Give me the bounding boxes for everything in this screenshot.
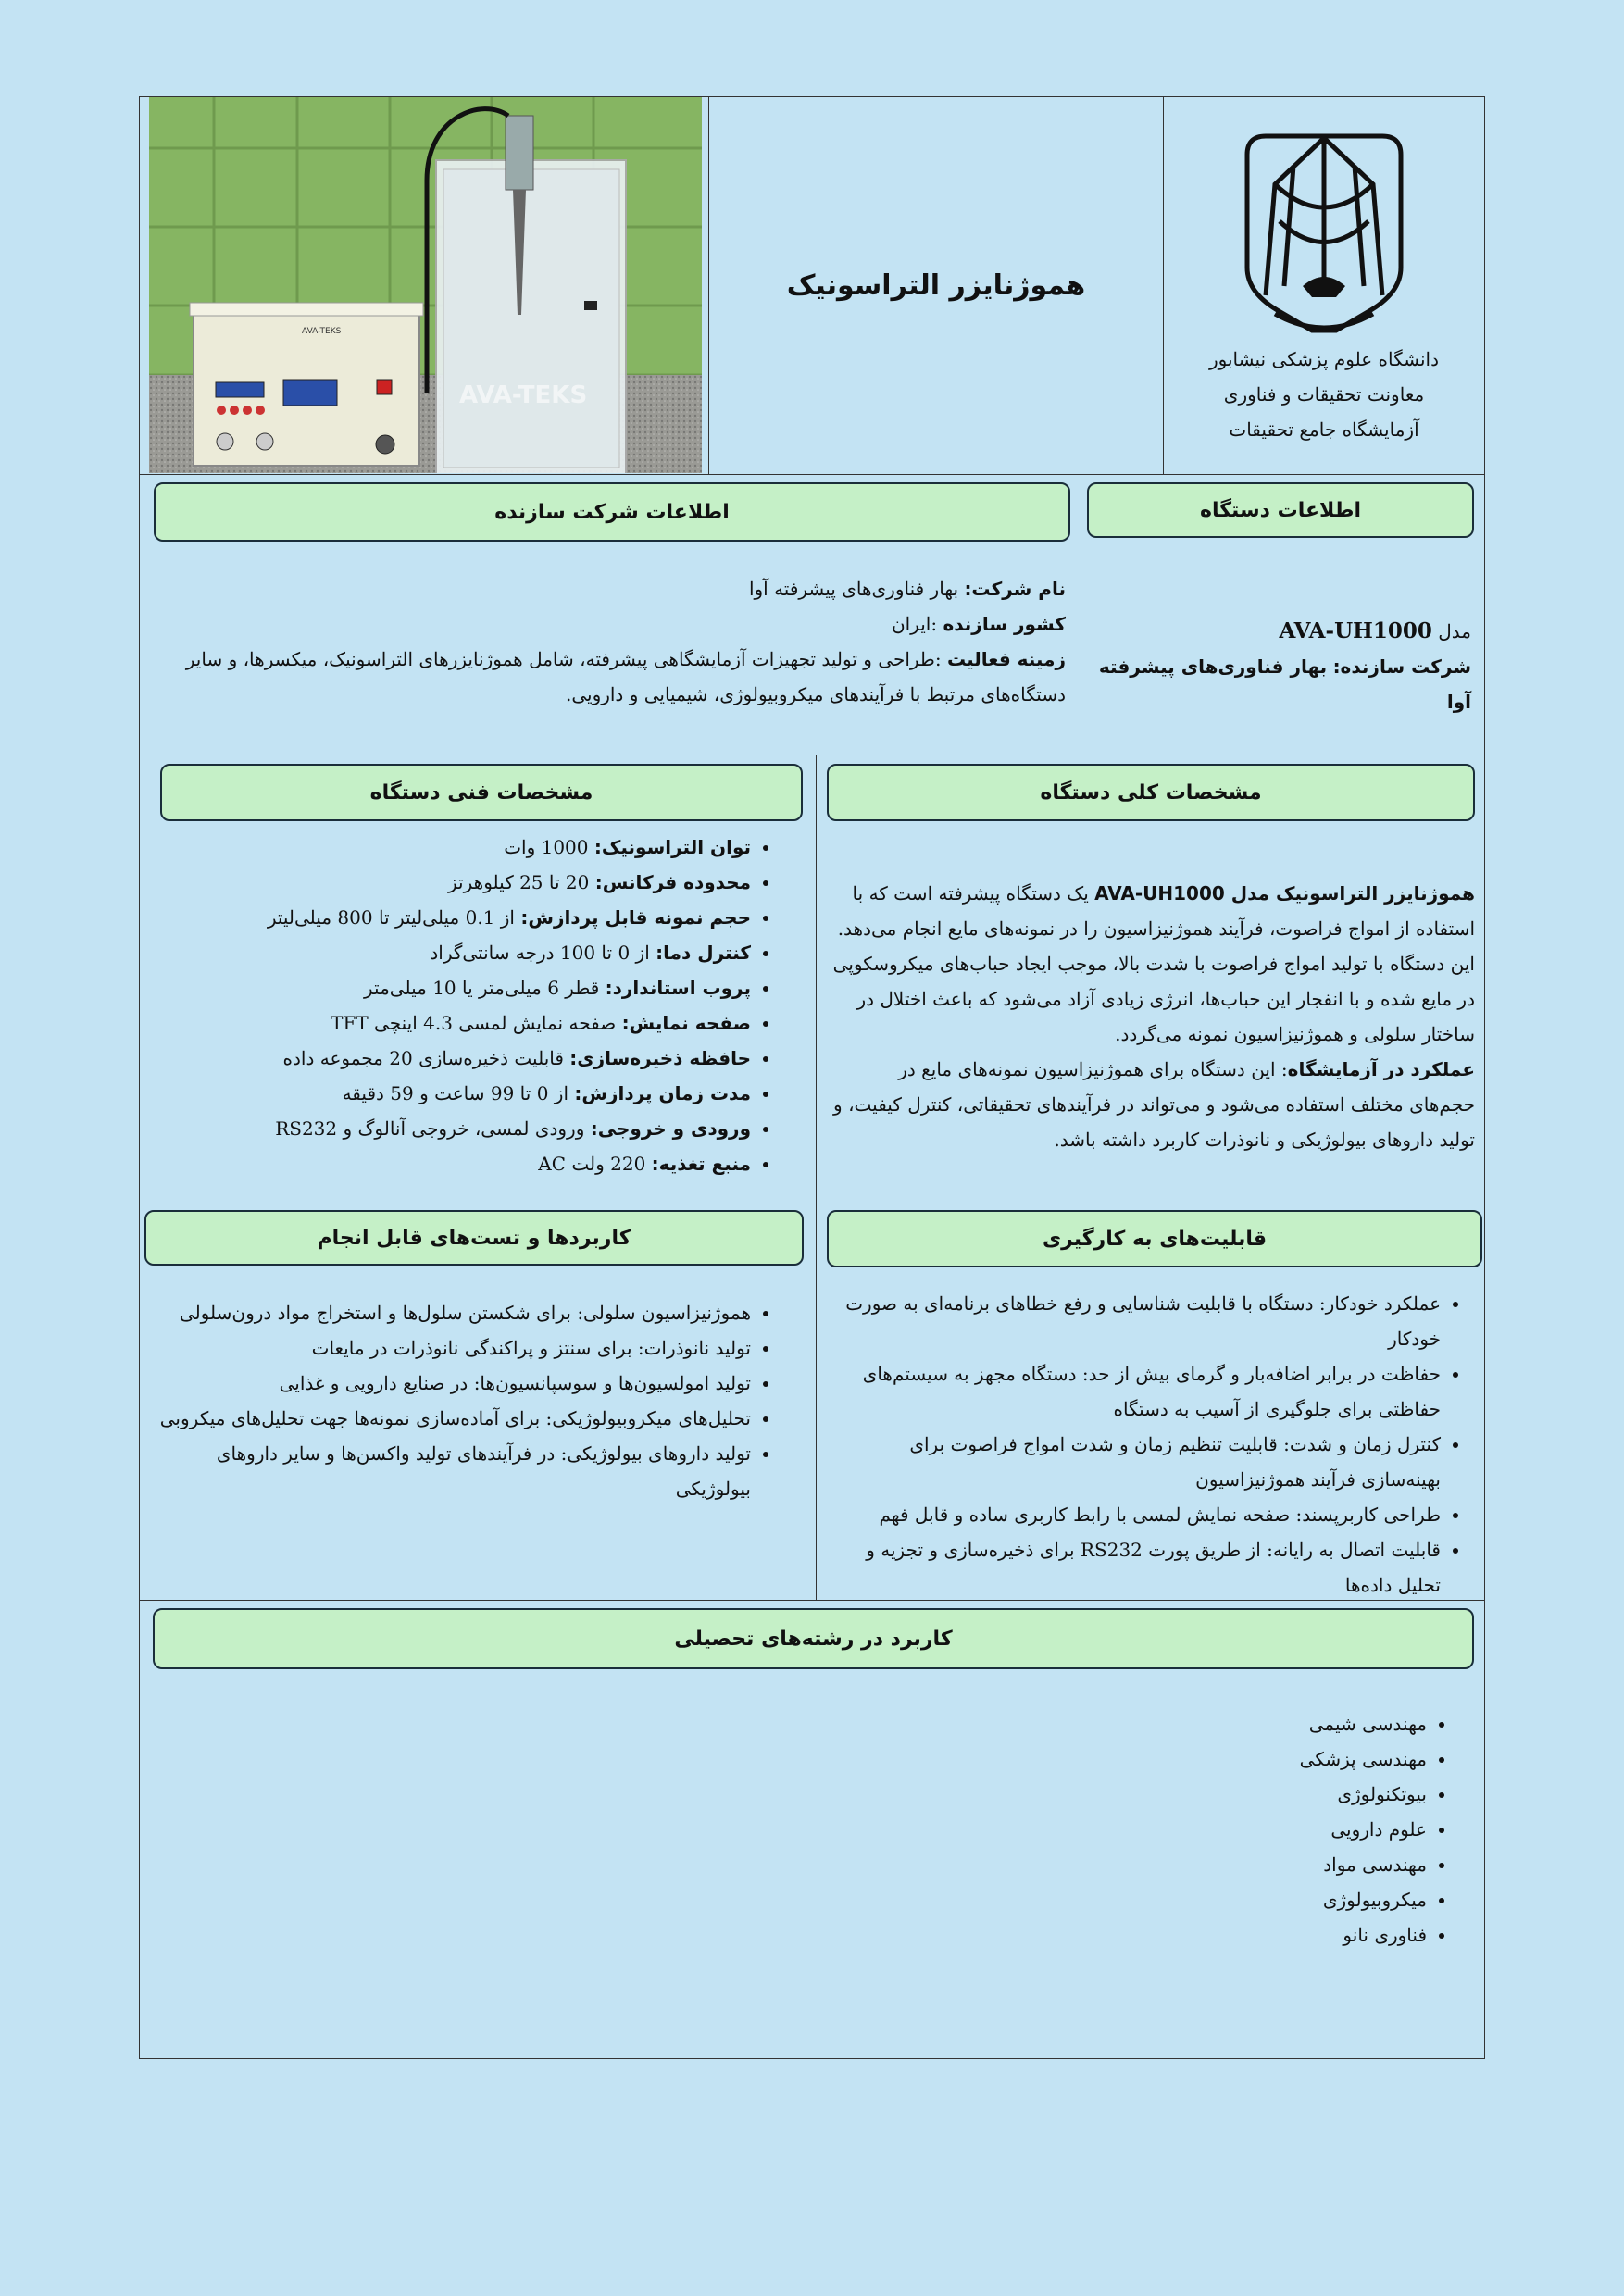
maker-label: شرکت سازنده: (1332, 655, 1471, 678)
university-name: دانشگاه علوم پزشکی نیشابور (1209, 348, 1439, 370)
maker-line (1088, 649, 1471, 719)
model-label: مدل (1438, 620, 1471, 643)
tech-spec-label: پروب استاندارد: (605, 977, 751, 999)
tech-specs-heading: مشخصات فنی دستگاه (160, 764, 803, 821)
application-item: • هموژنیزاسیون سلولی: برای شکستن سلول‌ها و استخراج مواد درون‌سلولی (158, 1295, 751, 1330)
general-intro-paragraph (832, 876, 1475, 1052)
capability-item: • کنترل زمان و شدت: قابلیت تنظیم زمان و شدت امواج فراصوت برای بهینه‌سازی فرآیند هموژنیزاسیون (830, 1427, 1441, 1497)
lab-performance-paragraph: عملکرد در آزمایشگاه: این دستگاه برای هموژنیزاسیون نمونه‌های مایع در حجم‌های مختلف استفاده می‌شود و می‌تواند در فرآیندهای تحقیقاتی، کنترل کیفیت، و تولید داروهای بیولوژیکی و نانوذرات کاربرد داشته باشد. (833, 1058, 1475, 1151)
info-row (140, 475, 1484, 755)
device-illustration (149, 97, 702, 473)
company-name-line (168, 571, 1066, 606)
tech-spec-item (158, 1005, 751, 1041)
tech-spec-label: توان التراسونیک: (593, 836, 751, 858)
title-cell (709, 97, 1163, 474)
tech-spec-label: مدت زمان پردازش: (574, 1082, 751, 1104)
application-item: • تولید داروهای بیولوژیکی: در فرآیندهای تولید واکسن‌ها و سایر داروهای بیولوژیکی (158, 1436, 751, 1506)
field-item: • بیوتکنولوژی (788, 1777, 1427, 1812)
model-value: AVA-UH1000 (1279, 618, 1432, 643)
capability-item: • عملکرد خودکار: دستگاه با قابلیت شناسایی و رفع خطاهای برنامه‌ای به صورت خودکار (830, 1286, 1441, 1356)
header-row (140, 97, 1484, 475)
tech-spec-label: حافظه ذخیره‌سازی: (569, 1047, 751, 1069)
uses-row (140, 1204, 1484, 1601)
tech-spec-value: قابلیت ذخیره‌سازی 20 مجموعه داده (282, 1047, 564, 1069)
tech-spec-item (158, 970, 751, 1005)
company-country-line (168, 606, 1066, 642)
tech-spec-value: 220 ولت AC (538, 1153, 646, 1175)
device-photo (149, 97, 702, 473)
tech-spec-label: صفحه نمایش: (621, 1012, 751, 1034)
field-item: • میکروبیولوژی (788, 1882, 1427, 1917)
application-item: • تولید نانوذرات: برای سنتز و پراکندگی نانوذرات در مایعات (158, 1330, 751, 1366)
device-info-heading: اطلاعات دستگاه (1087, 482, 1474, 538)
application-item: • تحلیل‌های میکروبیولوژیکی: برای آماده‌سازی نمونه‌ها جهت تحلیل‌های میکروبی (158, 1401, 751, 1436)
tech-spec-label: منبع تغذیه: (651, 1153, 751, 1175)
tech-spec-value: ورودی لمسی، خروجی آنالوگ و RS232 (275, 1117, 585, 1140)
field-item: • مهندسی مواد (788, 1847, 1427, 1882)
applications-list (158, 1295, 782, 1506)
general-specs-body (832, 876, 1475, 1157)
tech-spec-value: از 0.1 میلی‌لیتر تا 800 میلی‌لیتر (267, 906, 515, 929)
field-item: • فناوری نانو (788, 1917, 1427, 1953)
application-item: • تولید امولسیون‌ها و سوسپانسیون‌ها: در صنایع دارویی و غذایی (158, 1366, 751, 1401)
university-logo-icon (1238, 129, 1410, 340)
tech-spec-label: ورودی و خروجی: (590, 1117, 751, 1140)
company-country-label: کشور سازنده (943, 613, 1066, 635)
field-item: • مهندسی شیمی (788, 1706, 1427, 1741)
tech-spec-item (158, 1146, 751, 1181)
tech-spec-item (158, 1041, 751, 1076)
tech-spec-label: محدوده فرکانس: (594, 871, 751, 893)
info-sheet (139, 96, 1485, 2059)
tech-spec-value: از 0 تا 100 درجه سانتی‌گراد (430, 942, 650, 964)
capabilities-heading: قابلیت‌های به کارگیری (827, 1210, 1482, 1267)
tech-spec-item (158, 1076, 751, 1111)
university-cell (1164, 97, 1484, 474)
tech-spec-label: کنترل دما: (656, 942, 751, 964)
capabilities-list (830, 1286, 1472, 1603)
company-activity-line (168, 642, 1066, 712)
company-activity-value: :طراحی و تولید تجهیزات آزمایشگاهی پیشرفته، شامل هموژنایزرهای التراسونیک، میکسرها، و سایر دستگاه‌های مرتبط با فرآیندهای میکروبیولوژی، شیمیایی و دارویی. (185, 648, 1066, 705)
capability-item: • طراحی کاربرپسند: صفحه نمایش لمسی با رابط کاربری ساده و قابل فهم (830, 1497, 1441, 1532)
fields-list (788, 1706, 1458, 1953)
lab-name: آزمایشگاه جامع تحقیقات (1229, 418, 1419, 441)
tech-spec-value: صفحه نمایش لمسی 4.3 اینچی TFT (331, 1012, 617, 1034)
company-info-body (168, 571, 1066, 712)
maker-value: بهار فناوری‌های پیشرفته آوا (1098, 655, 1471, 713)
lab-performance-bold: عملکرد در آزمایشگاه (1287, 1058, 1475, 1080)
tech-spec-value: 1000 وات (504, 836, 589, 858)
divider (816, 755, 817, 1204)
tech-spec-value: 20 تا 25 کیلوهرتز (448, 871, 590, 893)
page-title: هموژنایزر التراسونیک (786, 269, 1086, 302)
lab-performance-text: این دستگاه برای هموژنیزاسیون نمونه‌های مایع در حجم‌های مختلف استفاده می‌شود و می‌تواند در فرآیندهای تحقیقاتی، کنترل کیفیت، و تولید داروهای بیولوژیکی و نانوذرات کاربرد داشته باشد. (833, 1058, 1475, 1151)
tech-spec-item (158, 1111, 751, 1146)
field-item: • مهندسی پزشکی (788, 1741, 1427, 1777)
tech-spec-item (158, 830, 751, 865)
general-specs-heading: مشخصات کلی دستگاه (827, 764, 1475, 821)
device-info-body (1088, 614, 1471, 719)
tech-spec-item (158, 935, 751, 970)
field-item: • علوم دارویی (788, 1812, 1427, 1847)
tech-specs-list (158, 830, 782, 1181)
fields-heading: کاربرد در رشته‌های تحصیلی (153, 1608, 1474, 1669)
university-lines (1164, 342, 1484, 447)
specs-row (140, 755, 1484, 1204)
tech-spec-value: قطر 6 میلی‌متر یا 10 میلی‌متر (364, 977, 600, 999)
photo-brand-small: AVA-TEKS (302, 327, 342, 336)
tech-spec-item (158, 865, 751, 900)
general-intro-text: یک دستگاه پیشرفته است که با استفاده از امواج فراصوت، فرآیند هموژنیزاسیون را در نمونه‌های مایع انجام می‌دهد. این دستگاه با تولید امواج فراصوت با شدت بالا، موجب ایجاد حباب‌های میکروسکوپی در مایع شده و با انفجار این حباب‌ها، انرژی زیادی آزاد می‌شود که باعث اختلال در ساختار سلولی و هموژنیزاسیون نمونه می‌گردد. (832, 882, 1475, 1045)
photo-brand-watermark: AVA-TEKS (459, 381, 588, 409)
tech-spec-label: حجم نمونه قابل پردازش: (520, 906, 751, 929)
applications-heading: کاربردها و تست‌های قابل انجام (144, 1210, 804, 1266)
tech-spec-item (158, 900, 751, 935)
company-name-label: نام شرکت: (964, 578, 1066, 600)
model-line (1088, 614, 1471, 649)
vice-chancellor-line: معاونت تحقیقات و فناوری (1223, 383, 1425, 406)
fields-row (140, 1601, 1484, 2060)
company-country-value: :ایران (891, 613, 938, 635)
general-intro-bold: هموژنایزر التراسونیک مدل AVA-UH1000 (1094, 882, 1475, 905)
capability-item: • قابلیت اتصال به رایانه: از طریق پورت RS232 برای ذخیره‌سازی و تجزیه و تحلیل داده‌ها (830, 1532, 1441, 1603)
company-name-value: بهار فناوری‌های پیشرفته آوا (748, 578, 959, 600)
divider (816, 1204, 817, 1600)
company-info-heading: اطلاعات شرکت سازنده (154, 482, 1070, 542)
capability-item: • حفاظت در برابر اضافه‌بار و گرمای بیش از حد: دستگاه مجهز به سیستم‌های حفاظتی برای جلوگیری از آسیب به دستگاه (830, 1356, 1441, 1427)
tech-spec-value: از 0 تا 99 ساعت و 59 دقیقه (342, 1082, 569, 1104)
company-activity-label: زمینه فعالیت (946, 648, 1066, 670)
